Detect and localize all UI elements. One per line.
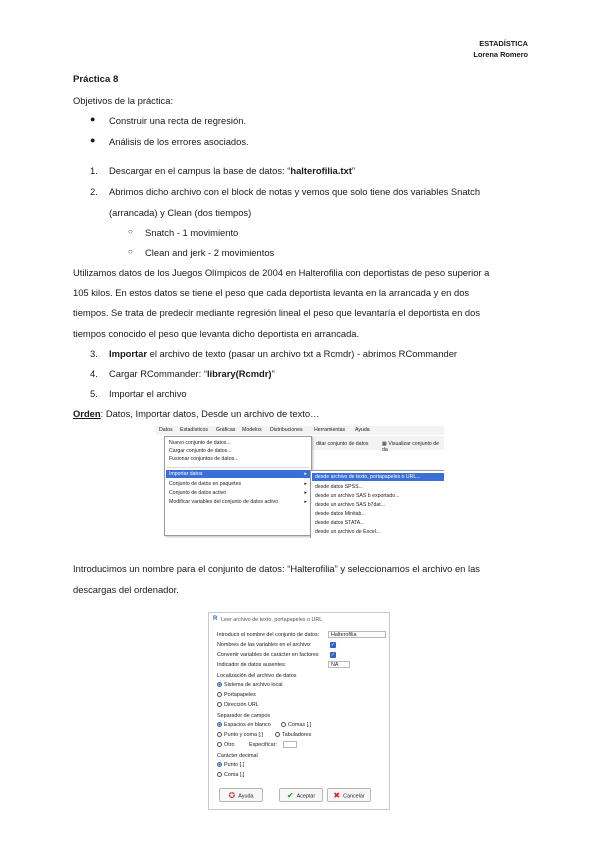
close-icon: ✖ — [333, 791, 341, 800]
submenu-item[interactable]: desde datos SPSS... — [315, 484, 363, 490]
sep-option[interactable] — [217, 742, 234, 748]
paragraph-line: tiempos conocido el peso que levanta dicho deportista en arrancada. — [73, 328, 360, 339]
ok-button-label: Aceptar — [296, 793, 316, 800]
submenu-item[interactable]: desde un archivo SAS b7dat... — [315, 502, 386, 508]
sep-option[interactable] — [217, 732, 263, 738]
objectives-heading: Objetivos de la práctica: — [73, 95, 174, 106]
step-number: 1. — [90, 165, 98, 176]
bullet-icon: ● — [90, 114, 96, 124]
submenu-arrow-icon: ▸ — [304, 490, 307, 496]
menu-item[interactable]: Conjunto de datos activo — [169, 490, 227, 496]
sub-item: Clean and jerk - 2 movimientos — [145, 247, 275, 258]
submenu-arrow-icon: ▸ — [304, 471, 307, 477]
submenu-item[interactable]: desde un archivo SAS b exportado... — [315, 493, 400, 499]
menu-graficas[interactable]: Gráficas — [216, 427, 236, 433]
help-button[interactable] — [219, 788, 263, 802]
cancel-button-label: Cancelar — [343, 793, 365, 800]
sep-option[interactable] — [217, 722, 271, 728]
radio-icon — [217, 732, 222, 737]
radio-icon — [217, 722, 222, 727]
filename: halterofilia.txt — [290, 165, 352, 176]
dialog-title: Leer archivo de texto, portapapeles o URL — [221, 617, 323, 623]
decimal-option-label: Punto [.] — [224, 762, 245, 768]
step-bold: Importar — [109, 348, 148, 359]
page-title: Práctica 8 — [73, 74, 119, 85]
radio-icon — [217, 682, 222, 687]
objective-item: Análisis de los errores asociados. — [109, 136, 249, 147]
radio-icon — [217, 702, 222, 707]
paragraph-line: 105 kilos. En estos datos se tiene el peso que cada deportista levanta en la arrancada y en dos — [73, 287, 470, 298]
location-option[interactable] — [217, 682, 282, 688]
decimal-heading: Carácter decimal — [217, 753, 258, 759]
sep-option[interactable] — [281, 722, 311, 728]
ok-button[interactable] — [279, 788, 323, 802]
paragraph-line: Utilizamos datos de los Juegos Olímpicos de 2004 en Halterofilia con deportistas de peso superior a — [73, 267, 490, 278]
step-text-pre: Cargar RCommander: “ — [109, 368, 207, 379]
step-number: 2. — [90, 186, 98, 197]
paragraph-line: Introducimos un nombre para el conjunto de datos: “Halterofilia” y seleccionamos el archivo en las — [73, 563, 480, 574]
menu-item[interactable]: Fusionar conjuntos de datos... — [169, 456, 239, 462]
radio-icon — [217, 762, 222, 767]
step-text-pre: Descargar en el campus la base de datos: “ — [109, 165, 291, 176]
order-text: : Datos, Importar datos, Desde un archivo de texto… — [100, 408, 320, 419]
menu-herramientas[interactable]: Herramientas — [314, 427, 346, 433]
step-text: Importar el archivo — [109, 388, 187, 399]
location-option-label: Portapapeles — [224, 692, 256, 698]
menu-item[interactable]: Conjunto de datos en paquetes — [169, 481, 242, 487]
menu-distribuciones[interactable]: Distribuciones — [270, 427, 303, 433]
sep-option-label: Espacios en blanco — [224, 722, 271, 728]
menu-modelos[interactable]: Modelos — [242, 427, 262, 433]
menu-item[interactable]: Cargar conjunto de datos... — [169, 448, 232, 454]
convert-checkbox[interactable]: ✓ — [330, 652, 336, 658]
specify-label: Especificar: — [249, 742, 277, 748]
decimal-option[interactable] — [217, 762, 244, 768]
submenu-item[interactable]: desde un archivo de Excel... — [315, 529, 381, 535]
radio-icon — [217, 692, 222, 697]
menu-divider — [167, 467, 309, 468]
sep-option-label: Tabuladores — [282, 732, 312, 738]
step-text — [109, 368, 275, 379]
submenu-arrow-icon: ▸ — [304, 481, 307, 487]
circle-bullet-icon: ○ — [128, 227, 133, 236]
paragraph-line: tiempos. Se trata de predecir mediante regresión lineal el peso que levantaría el deportista en dos — [73, 307, 481, 318]
course-header: ESTADÍSTICA — [479, 39, 528, 48]
help-icon: ✪ — [228, 791, 236, 800]
step-text — [109, 165, 355, 176]
dataset-name-input[interactable]: Halterofilia — [328, 631, 386, 638]
menu-item-importar[interactable]: Importar datos — [169, 471, 203, 477]
name-label: Introducir el nombre del conjunto de datos: — [217, 632, 320, 638]
location-option[interactable] — [217, 702, 259, 708]
menu-ayuda[interactable]: Ayuda — [355, 427, 370, 433]
sep-option[interactable] — [275, 732, 311, 738]
step-bold: library(Rcmdr) — [206, 368, 272, 379]
location-heading: Localización del archivo de datos — [217, 673, 297, 679]
radio-icon — [217, 772, 222, 777]
missing-input[interactable]: NA — [328, 661, 350, 668]
menu-screenshot — [156, 426, 444, 538]
step-text — [109, 348, 457, 359]
location-option-label: Dirección URL — [224, 702, 259, 708]
importar-submenu — [310, 470, 444, 538]
order-line — [73, 408, 319, 419]
sep-option-label: Comas [,] — [288, 722, 312, 728]
step-text-cont: (arrancada) y Clean (dos tiempos) — [109, 207, 252, 218]
menubar — [156, 426, 444, 435]
author-header: Lorena Romero — [473, 50, 528, 59]
separator-heading: Separador de campos — [217, 713, 271, 719]
cancel-button[interactable] — [327, 788, 371, 802]
r-logo-icon: R — [213, 616, 218, 622]
sep-option-label: Punto y coma [;] — [224, 732, 263, 738]
submenu-arrow-icon: ▸ — [304, 499, 307, 505]
view-dataset-label: Visualizar conjunto de da — [382, 441, 440, 453]
objective-item: Construir una recta de regresión. — [109, 115, 247, 126]
submenu-item[interactable]: desde datos STATA... — [315, 520, 365, 526]
check-icon: ✔ — [286, 791, 294, 800]
decimal-option[interactable] — [217, 772, 244, 778]
missing-label: Indicador de datos ausentes: — [217, 662, 287, 668]
radio-icon — [281, 722, 286, 727]
step-number: 3. — [90, 348, 98, 359]
dialog-titlebar — [209, 613, 389, 627]
menu-estadisticos[interactable]: Estadísticos — [180, 427, 208, 433]
location-option[interactable] — [217, 692, 256, 698]
step-text: Abrimos dicho archivo con el block de notas y vemos que solo tiene dos variables Snatch — [109, 186, 481, 197]
help-button-label: Ayuda — [238, 793, 254, 800]
var-names-label: Nombres de las variables en el archivo: — [217, 642, 312, 648]
var-names-checkbox[interactable]: ✓ — [330, 642, 336, 648]
step-number: 5. — [90, 388, 98, 399]
location-option-label: Sistema de archivo local — [224, 682, 283, 688]
sub-item: Snatch - 1 movimiento — [145, 227, 239, 238]
step-number: 4. — [90, 368, 98, 379]
specify-input[interactable] — [283, 741, 297, 748]
decimal-option-label: Coma [,] — [224, 772, 245, 778]
order-label: Orden — [73, 408, 101, 419]
sep-option-label: Otro — [224, 742, 235, 748]
paragraph-line: descargas del ordenador. — [73, 584, 179, 595]
datos-dropdown — [164, 436, 312, 536]
menu-datos[interactable]: Datos — [159, 427, 173, 433]
circle-bullet-icon: ○ — [128, 247, 133, 256]
bullet-icon: ● — [90, 135, 96, 145]
background-toolbar — [310, 436, 444, 453]
submenu-item[interactable]: desde datos Minitab... — [315, 511, 366, 517]
step-text-post: ” — [351, 165, 355, 176]
step-text-post: ” — [271, 368, 275, 379]
radio-icon — [275, 732, 280, 737]
convert-label: Convertir variables de carácter en factores — [217, 652, 319, 658]
view-dataset-button[interactable]: ▦ Visualizar conjunto de da — [382, 441, 440, 453]
step-text-post: el archivo de texto (pasar un archivo txt a Rcmdr) - abrimos RCommander — [147, 348, 458, 359]
submenu-item-texto[interactable]: desde archivo de texto, portapapeles o URL... — [315, 474, 421, 480]
menu-item[interactable]: Modificar variables del conjunto de datos activo — [169, 499, 278, 505]
menu-item[interactable]: Nuevo conjunto de datos... — [169, 440, 231, 446]
radio-icon — [217, 742, 222, 747]
edit-dataset-label: ditar conjunto de datos — [316, 441, 369, 447]
import-dialog — [208, 612, 390, 810]
